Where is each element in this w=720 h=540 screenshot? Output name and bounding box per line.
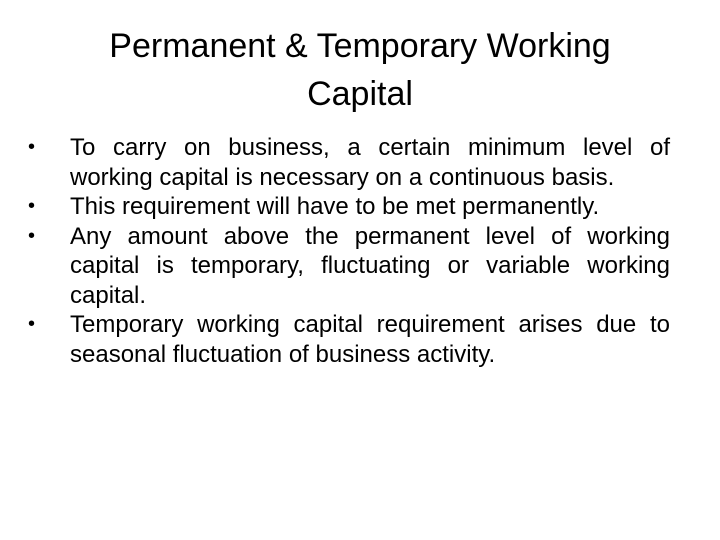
bullet-list	[0, 133, 720, 369]
title-line-2: Capital	[307, 75, 413, 113]
bullet-item	[0, 310, 720, 369]
bullet-text: To carry on business, a certain minimum level of working capital is necessary on a continuous basis.	[70, 134, 670, 191]
bullet-icon: •	[28, 195, 36, 217]
bullet-text: Temporary working capital requirement arises due to seasonal fluctuation of business activity.	[70, 311, 670, 368]
bullet-item	[0, 133, 720, 192]
bullet-text: This requirement will have to be met permanently.	[70, 193, 600, 220]
bullet-icon: •	[28, 224, 36, 247]
bullet-icon: •	[28, 136, 36, 158]
bullet-icon: •	[28, 313, 36, 335]
bullet-text: Any amount above the permanent level of working capital is temporary, fluctuating or variable working capital.	[70, 222, 670, 309]
bullet-item	[0, 222, 720, 311]
title-line-1: Permanent & Temporary Working	[109, 27, 611, 65]
bullet-item	[0, 192, 720, 222]
slide-title	[36, 22, 684, 118]
